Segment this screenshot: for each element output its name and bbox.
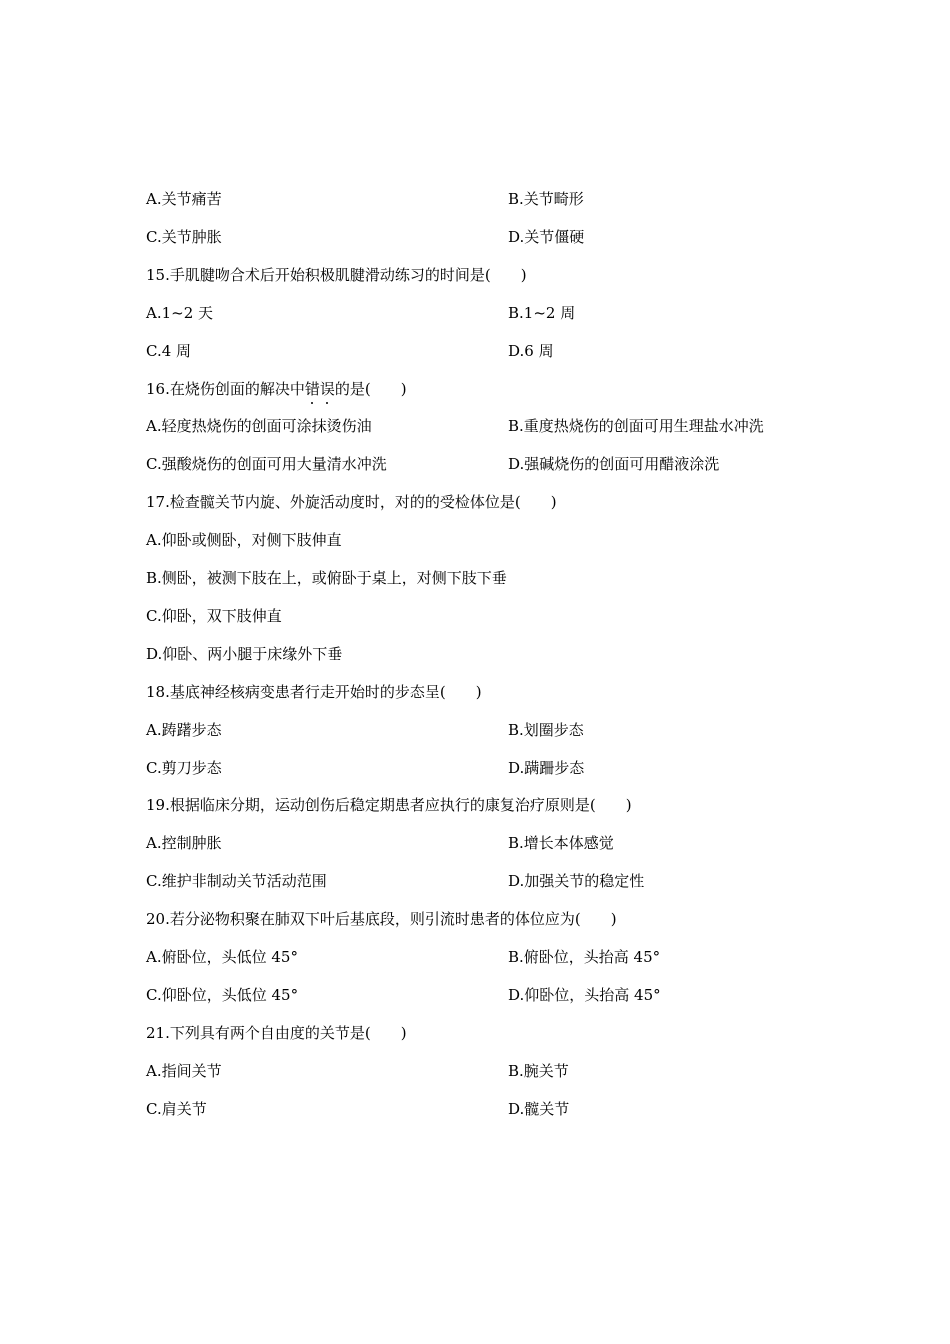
answer-option: A.仰卧或侧卧，对侧下肢伸直 <box>146 531 342 549</box>
question-text: 的是( ) <box>334 380 407 398</box>
question-stem: 20.若分泌物积聚在肺双下叶后基底段，则引流时患者的体位应为( ) <box>146 910 617 928</box>
answer-option: C.4 周 <box>146 342 192 360</box>
answer-option: C.仰卧位，头低位 45° <box>146 986 299 1004</box>
emphasized-char: 误 <box>319 380 335 398</box>
question-text: 16.在烧伤创面的解决中 <box>146 380 305 398</box>
question-stem <box>146 379 407 399</box>
answer-option: A.俯卧位，头低位 45° <box>146 948 298 966</box>
answer-option: B.侧卧，被测下肢在上，或俯卧于桌上，对侧下肢下垂 <box>146 569 507 587</box>
answer-option: A.1~2 天 <box>146 304 214 322</box>
answer-option: D.加强关节的稳定性 <box>508 872 645 890</box>
answer-option: B.划圈步态 <box>508 721 584 739</box>
question-stem: 15.手肌腱吻合术后开始积极肌腱滑动练习的时间是( ) <box>146 266 527 284</box>
answer-option: B.增长本体感觉 <box>508 834 614 852</box>
answer-option: C.维护非制动关节活动范围 <box>146 872 327 890</box>
answer-option: D.髋关节 <box>508 1100 570 1118</box>
answer-option: D.关节僵硬 <box>508 228 585 246</box>
answer-option: A.轻度热烧伤的创面可涂抹烫伤油 <box>146 417 372 435</box>
answer-option: D.仰卧位，头抬高 45° <box>508 986 661 1004</box>
emphasized-char: 错 <box>304 380 320 398</box>
answer-option: C.肩关节 <box>146 1100 207 1118</box>
answer-option: B.俯卧位，头抬高 45° <box>508 948 661 966</box>
answer-option: B.腕关节 <box>508 1062 569 1080</box>
question-stem: 18.基底神经核病变患者行走开始时的步态呈( ) <box>146 683 482 701</box>
answer-option: A.控制肿胀 <box>146 834 222 852</box>
answer-option: D.6 周 <box>508 342 554 360</box>
answer-option: D.蹒跚步态 <box>508 759 585 777</box>
answer-option: A.踌躇步态 <box>146 721 222 739</box>
answer-option: A.指间关节 <box>146 1062 222 1080</box>
answer-option: C.剪刀步态 <box>146 759 222 777</box>
answer-option: B.重度热烧伤的创面可用生理盐水冲洗 <box>508 417 764 435</box>
answer-option: C.强酸烧伤的创面可用大量清水冲洗 <box>146 455 387 473</box>
answer-option: C.关节肿胀 <box>146 228 222 246</box>
answer-option: A.关节痛苦 <box>146 190 222 208</box>
question-stem: 17.检查髋关节内旋、外旋活动度时，对的的受检体位是( ) <box>146 493 557 511</box>
answer-option: B.1~2 周 <box>508 304 576 322</box>
question-stem: 21.下列具有两个自由度的关节是( ) <box>146 1024 407 1042</box>
answer-option: D.仰卧、两小腿于床缘外下垂 <box>146 645 343 663</box>
answer-option: D.强碱烧伤的创面可用醋液涂洗 <box>508 455 720 473</box>
question-stem: 19.根据临床分期，运动创伤后稳定期患者应执行的康复治疗原则是( ) <box>146 796 632 814</box>
answer-option: C.仰卧，双下肢伸直 <box>146 607 282 625</box>
answer-option: B.关节畸形 <box>508 190 584 208</box>
